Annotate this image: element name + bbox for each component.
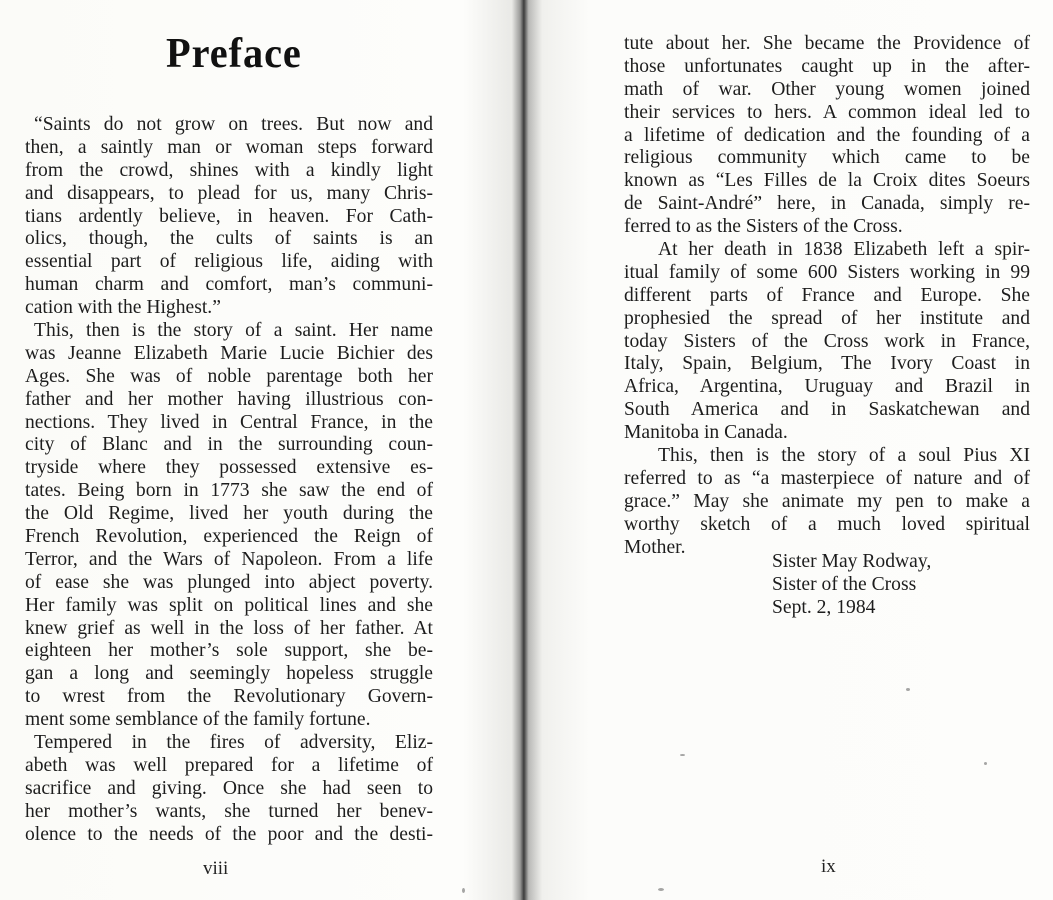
page-number-right: ix [821,856,836,877]
right-page-body-text [624,33,1030,559]
page-title: Preface [166,31,302,77]
paper-speck [906,688,910,691]
text-line: At her death in 1838 Elizabeth left a spir- [658,239,1030,261]
text-line: cation with the Highest.” [25,297,221,319]
text-line: This, then is the story of a soul Pius XI [658,445,1030,467]
text-line: ferred to as the Sisters of the Cross. [624,216,903,238]
text-line: Africa, Argentina, Uruguay and Brazil in [624,376,1030,398]
text-line: French Revolution, experienced the Reign of [25,526,433,548]
text-line: Her family was split on political lines and she [25,594,433,616]
text-line: “Saints do not grow on trees. But now and [34,114,433,135]
text-line: olics, though, the cults of saints is an [25,228,433,250]
text-line: known as “Les Filles de la Croix dites Soeurs [624,170,1030,192]
text-line: tute about her. She became the Providence of [624,33,1030,54]
text-line: sacrifice and giving. Once she had seen to [25,777,433,799]
text-line: gan a long and seemingly hopeless struggle [25,663,433,685]
text-line: different parts of France and Europe. She [624,284,1030,306]
text-line: abeth was well prepared for a lifetime of [25,754,433,776]
text-line: de Saint-André” here, in Canada, simply re- [624,193,1030,215]
page-number-left: viii [203,858,229,879]
text-line: knew grief as well in the loss of her father. At [25,617,433,639]
text-line: Terror, and the Wars of Napoleon. From a life [25,548,433,570]
text-line: worthy sketch of a much loved spiritual [624,513,1030,535]
paper-speck [658,888,664,891]
signature-date: Sept. 2, 1984 [772,596,876,618]
text-line: her mother’s wants, she turned her benev- [25,800,433,822]
left-page-body-text [25,114,433,847]
text-line: Italy, Spain, Belgium, The Ivory Coast in [624,353,1030,375]
text-line: their services to hers. A common ideal led to [624,101,1030,123]
text-line: human charm and comfort, man’s communi- [25,274,433,296]
text-line: religious community which came to be [624,147,1030,169]
text-line: Tempered in the fires of adversity, Eliz- [34,732,433,754]
text-line: then, a saintly man or woman steps forward [25,136,433,158]
text-line: grace.” May she animate my pen to make a [624,490,1030,512]
text-line: eighteen her mother’s sole support, she be- [25,640,433,662]
text-line: of ease she was plunged into abject poverty. [25,571,433,593]
text-line: South America and in Saskatchewan and [624,399,1030,421]
right-page [524,0,1053,900]
signature-name: Sister May Rodway, [772,551,932,572]
text-line: father and her mother having illustrious con- [25,388,433,410]
signature-affiliation: Sister of the Cross [772,573,917,595]
text-line: olence to the needs of the poor and the desti- [25,823,433,845]
text-line: today Sisters of the Cross work in France, [624,330,1030,352]
text-line: city of Blanc and in the surrounding coun- [25,434,433,456]
text-line: nections. They lived in Central France, in the [25,411,433,433]
text-line: Manitoba in Canada. [624,422,788,444]
text-line: Mother. [624,536,686,558]
text-line: ment some semblance of the family fortune. [25,709,371,731]
paper-speck [680,754,685,756]
text-line: referred to as “a masterpiece of nature and of [624,467,1030,489]
text-line: tians ardently believe, in heaven. For Cath- [25,205,433,227]
paper-speck [462,888,465,893]
text-line: to wrest from the Revolutionary Govern- [25,686,433,708]
text-line: tates. Being born in 1773 she saw the end of [25,480,433,502]
signature-block [772,551,931,620]
text-line: the Old Regime, lived her youth during the [25,503,433,525]
left-page [0,0,520,900]
text-line: from the crowd, shines with a kindly light [25,159,433,181]
text-line: and disappears, to plead for us, many Chris- [25,182,433,204]
paper-speck [984,762,987,765]
text-line: those unfortunates caught up in the after- [624,55,1030,77]
text-line: math of war. Other young women joined [624,78,1030,100]
text-line: This, then is the story of a saint. Her name [34,320,433,342]
text-line: essential part of religious life, aiding with [25,251,433,273]
text-line: Ages. She was of noble parentage both her [25,365,433,387]
text-line: a lifetime of dedication and the founding of a [624,124,1030,146]
text-line: tryside where they possessed extensive es- [25,457,433,479]
text-line: prophesied the spread of her institute and [624,307,1030,329]
text-line: itual family of some 600 Sisters working in 99 [624,261,1030,283]
text-line: was Jeanne Elizabeth Marie Lucie Bichier des [25,342,433,364]
